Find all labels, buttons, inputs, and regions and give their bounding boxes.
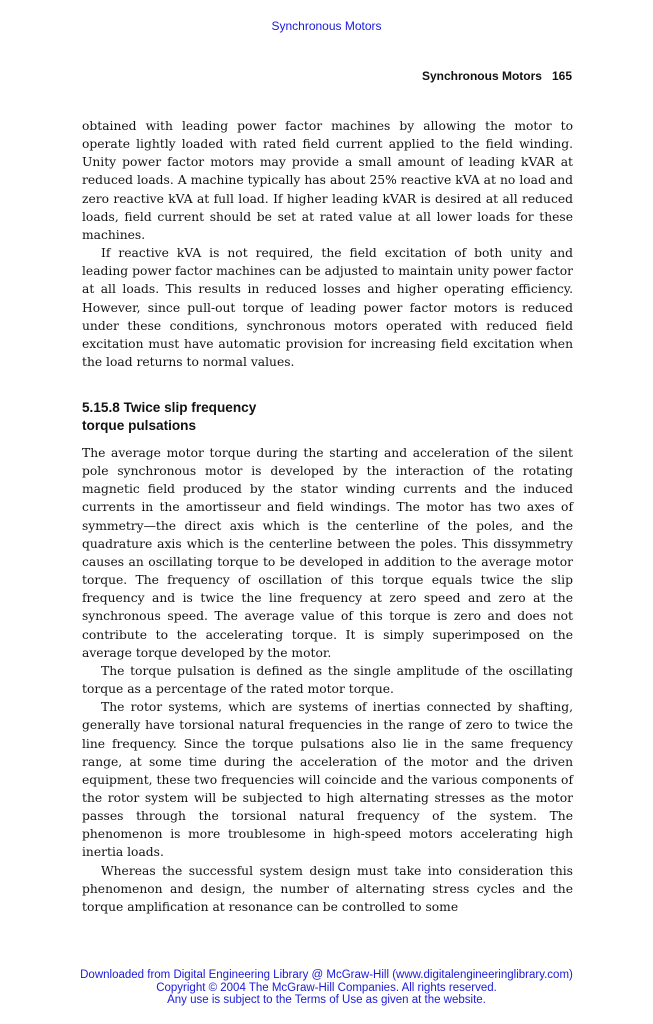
body-text-block-2 — [82, 444, 573, 916]
paragraph: The rotor systems, which are systems of inertias connected by shafting, generally have torsional natural frequencies in the range of zero to twice the line frequency. Since the torque pulsations also lie in the same frequency range, at some time during the acceleration of the motor and the driven equipment, these two frequencies will coincide and the various components of the rotor system will be subjected to high alternating stresses as the motor passes through the torsional natural frequency of the system. The phenomenon is more troublesome in high-speed motors accelerating high inertia loads. — [82, 700, 573, 860]
section-heading-line-1: 5.15.8 Twice slip frequency — [82, 400, 257, 415]
page-number: 165 — [551, 69, 572, 83]
paragraph: obtained with leading power factor machines by allowing the motor to operate lightly loaded with rated field current applied to the field winding. Unity power factor motors may provide a small amount of leading kVAR at reduced loads. A machine typically has about 25% reactive kVA at no load and zero reactive kVA at full load. If higher leading kVAR is desired at all reduced loads, field current should be set at rated value at all lower loads for these machines. — [82, 119, 573, 242]
paragraph: Whereas the successful system design must take into consideration this phenomenon and design, the number of alternating stress cycles and the torque amplification at resonance can be controlled to some — [82, 863, 573, 914]
running-head — [422, 69, 572, 83]
paragraph: If reactive kVA is not required, the field excitation of both unity and leading power factor machines can be adjusted to maintain unity power factor at all loads. This results in reduced losses and higher operating efficiency. However, since pull-out torque of leading power factor motors is reduced under these conditions, synchronous motors operated with reduced field excitation must have automatic provision for increasing field excitation when the load returns to normal values. — [82, 246, 573, 370]
paragraph: The torque pulsation is defined as the single amplitude of the oscillating torque as a percentage of the rated motor torque. — [82, 663, 573, 697]
top-chapter-link[interactable]: Synchronous Motors — [271, 19, 382, 33]
running-head-title: Synchronous Motors — [421, 69, 542, 83]
footer — [0, 969, 653, 1007]
footer-download-link[interactable]: Downloaded from Digital Engineering Library @ McGraw-Hill (www.digitalengineeringlibrary.com) — [80, 969, 573, 981]
section-heading-line-2: torque pulsations — [82, 418, 197, 433]
footer-terms-link[interactable]: Any use is subject to the Terms of Use as given at the website. — [167, 994, 486, 1007]
paragraph: The average motor torque during the starting and acceleration of the silent pole synchronous motor is developed by the interaction of the rotating magnetic field produced by the stator winding currents and the induced currents in the amortisseur and field windings. The motor has two axes of symmetry—the direct axis which is the centerline of the poles, and the quadrature axis which is the centerline between the poles. This dissymmetry causes an oscillating torque to be developed in addition to the average motor torque. The frequency of oscillation of this torque equals twice the slip frequency and is twice the line frequency at zero speed and zero at the synchronous speed. The average value of this torque is zero and does not contribute to the accelerating torque. It is simply superimposed on the average torque developed by the motor. — [82, 446, 573, 660]
section-heading — [82, 399, 573, 435]
body-text-block-1 — [82, 117, 573, 371]
footer-copyright[interactable]: Copyright © 2004 The McGraw-Hill Companies. All rights reserved. — [156, 981, 497, 994]
